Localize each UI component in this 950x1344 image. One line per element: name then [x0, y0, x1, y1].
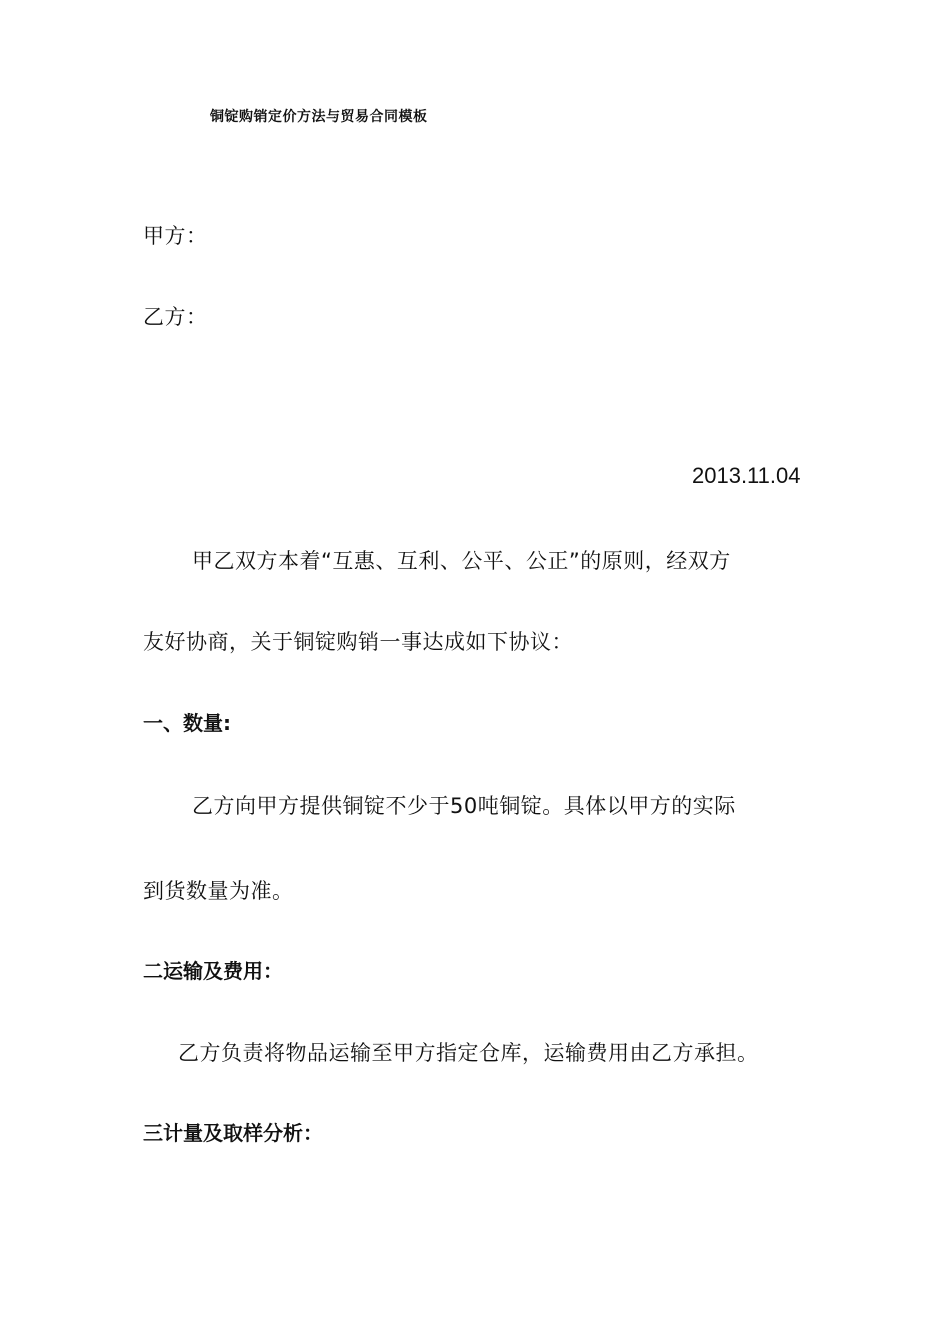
contract-date: 2013.11.04: [692, 463, 801, 488]
section-measurement-heading: 三计量及取样分析：: [143, 1121, 323, 1145]
intro-paragraph-line-1: 甲乙双方本着“互惠、互利、公平、公正”的原则，经双方: [192, 549, 731, 573]
section-quantity-heading: 一、数量:: [143, 711, 231, 735]
section-quantity-line-2: 到货数量为准。: [143, 879, 294, 903]
intro-paragraph-line-2: 友好协商，关于铜锭购销一事达成如下协议：: [143, 630, 573, 654]
document-title: 铜锭购销定价方法与贸易合同模板: [210, 109, 428, 125]
section-transport-heading: 二运输及费用：: [143, 959, 283, 983]
party-a-label: 甲方：: [143, 224, 208, 248]
section-quantity-line-1: 乙方向甲方提供铜锭不少于50吨铜锭。具体以甲方的实际: [192, 794, 736, 818]
section-transport-line-1: 乙方负责将物品运输至甲方指定仓库，运输费用由乙方承担。: [178, 1041, 759, 1065]
party-b-label: 乙方：: [143, 305, 208, 329]
